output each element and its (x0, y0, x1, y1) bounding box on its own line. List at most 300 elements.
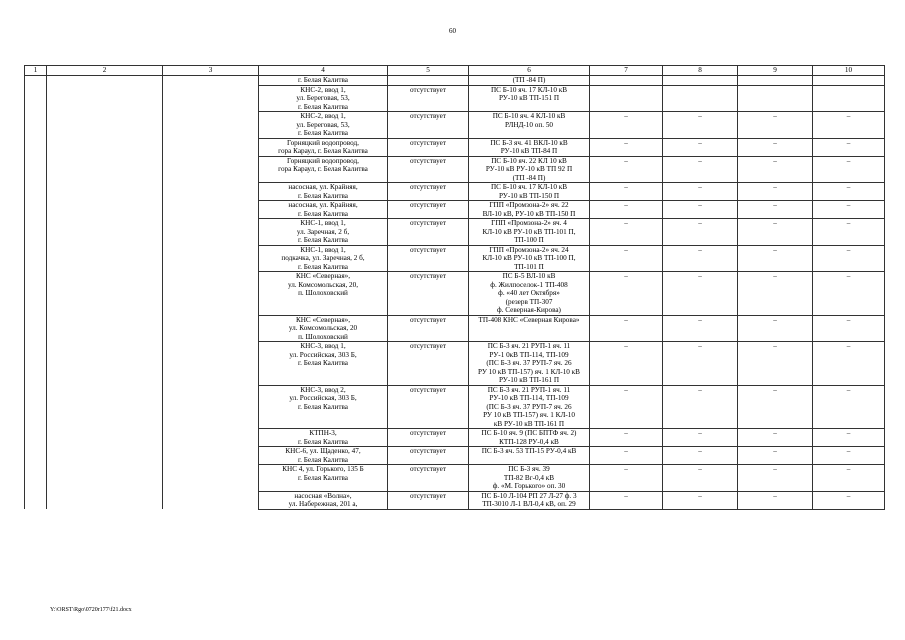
cell-line: отсутствует (410, 183, 446, 191)
value-cell: – (663, 112, 738, 139)
cell-line: насосная, ул. Крайняя, (288, 201, 358, 209)
empty-cell (25, 272, 47, 316)
empty-cell (47, 315, 163, 342)
status-cell (388, 85, 469, 112)
supply-cell (469, 85, 590, 112)
value-cell: – (590, 429, 663, 447)
empty-cell (25, 76, 47, 86)
status-cell (388, 491, 469, 509)
empty-cell (47, 429, 163, 447)
cell-line: РУ 10 кВ ТП-157) яч. 1 КЛ-10 (483, 411, 575, 419)
table-row (25, 465, 885, 492)
empty-cell (25, 112, 47, 139)
value-cell (590, 85, 663, 112)
empty-cell (47, 201, 163, 219)
status-cell (388, 342, 469, 386)
value-cell: – (738, 219, 813, 246)
cell-line: РУ-1 0кВ ТП-114, ТП-109 (489, 350, 569, 359)
empty-cell (25, 315, 47, 342)
value-cell: – (813, 219, 885, 246)
cell-line: КЛ-10 кВ РУ-10 кВ ТП-101 П, (482, 227, 576, 236)
table-row (25, 183, 885, 201)
empty-cell (163, 342, 259, 386)
value-cell: – (590, 342, 663, 386)
value-cell: – (813, 385, 885, 429)
empty-cell (163, 112, 259, 139)
value-cell: – (738, 245, 813, 272)
value-cell: – (813, 201, 885, 219)
cell-line: г. Белая Калитва (298, 102, 348, 111)
value-cell: – (663, 272, 738, 316)
cell-line: г. Белая Калитва (298, 455, 348, 464)
object-cell (259, 76, 388, 86)
status-cell (388, 245, 469, 272)
cell-line: ВЛ-10 кВ, РУ-10 кВ ТП-150 П (482, 209, 576, 218)
value-cell: – (813, 183, 885, 201)
object-cell (259, 201, 388, 219)
empty-cell (47, 219, 163, 246)
value-cell: – (738, 385, 813, 429)
object-cell (259, 342, 388, 386)
value-cell: – (663, 201, 738, 219)
value-cell: – (590, 315, 663, 342)
object-cell (259, 138, 388, 156)
cell-line: РУ-10 кВ ТП-114, ТП-109 (489, 394, 569, 402)
status-cell (388, 429, 469, 447)
column-header-row (25, 66, 885, 76)
status-cell (388, 447, 469, 465)
cell-line: Горняцкий водопровод, (287, 156, 359, 165)
supply-cell (469, 465, 590, 492)
empty-cell (25, 385, 47, 429)
value-cell: – (590, 447, 663, 465)
empty-cell (47, 245, 163, 272)
value-cell: – (590, 465, 663, 492)
cell-line: (резерв ТП-307 (505, 297, 553, 306)
cell-line: ф. Северная-Кирова) (497, 306, 561, 314)
cell-line: г. Белая Калитва (298, 359, 348, 367)
value-cell: – (663, 219, 738, 246)
cell-line: ГПП «Промзона-2» яч. 4 (491, 219, 567, 227)
supply-cell (469, 447, 590, 465)
cell-line: КЛ-10 кВ РУ-10 кВ ТП-100 П, (482, 254, 576, 262)
cell-line: РУ-10 кВ ТП-151 П (498, 94, 560, 102)
cell-line: отсутствует (410, 138, 446, 147)
supply-cell (469, 342, 590, 386)
cell-line: г. Белая Калитва (298, 209, 348, 218)
cell-line: ул. Набережная, 201 а, (288, 500, 358, 508)
empty-cell (47, 342, 163, 386)
cell-line: отсутствует (410, 112, 446, 120)
column-header: 1 (25, 66, 47, 76)
value-cell: – (738, 342, 813, 386)
cell-line: (ТП -84 П) (512, 76, 546, 84)
cell-line: ПС Б-10 яч. 4 КЛ-10 кВ (492, 112, 566, 120)
value-cell: – (590, 112, 663, 139)
table-row (25, 315, 885, 342)
cell-line: гора Караул, г. Белая Калитва (278, 147, 368, 155)
status-cell (388, 76, 469, 86)
table-row (25, 272, 885, 316)
object-cell (259, 465, 388, 492)
empty-cell (163, 315, 259, 342)
column-header: 9 (738, 66, 813, 76)
value-cell: – (738, 429, 813, 447)
empty-cell (25, 429, 47, 447)
empty-cell (47, 156, 163, 183)
cell-line: ул. Российская, 303 Б, (289, 350, 357, 359)
empty-cell (25, 156, 47, 183)
table-row (25, 447, 885, 465)
empty-cell (25, 201, 47, 219)
table-row (25, 491, 885, 509)
table-row (25, 429, 885, 447)
object-cell (259, 429, 388, 447)
cell-line: отсутствует (410, 465, 446, 473)
empty-cell (47, 85, 163, 112)
cell-line: КТПН-3, (309, 429, 337, 437)
cell-line: ПС Б-10 яч. 17 КЛ-10 кВ (490, 85, 568, 94)
cell-line: Горняцкий водопровод, (287, 138, 359, 147)
status-cell (388, 315, 469, 342)
cell-line: (ПС Б-3 яч. 37 РУП-7 яч. 26 (486, 402, 572, 411)
table-row (25, 156, 885, 183)
cell-line: г. Белая Калитва (298, 402, 348, 411)
supply-cell (469, 112, 590, 139)
object-cell (259, 156, 388, 183)
cell-line: КНС «Северная», (295, 315, 351, 324)
cell-line: ПС Б-5 ВЛ-10 кВ (502, 272, 556, 280)
empty-cell (47, 76, 163, 86)
value-cell: – (813, 245, 885, 272)
empty-cell (163, 385, 259, 429)
empty-cell (163, 76, 259, 86)
empty-cell (163, 465, 259, 492)
cell-line: КНС-1, ввод 1, (300, 219, 346, 227)
cell-line: КНС-3, ввод 1, (300, 342, 346, 350)
empty-cell (47, 112, 163, 139)
cell-line: ф. «М. Горького» оп. 30 (492, 482, 566, 490)
cell-line: ПС Б-10 Л-104 РП 27 Л-27 ф. 3 (481, 491, 577, 500)
column-header: 2 (47, 66, 163, 76)
empty-cell (25, 447, 47, 465)
empty-cell (25, 183, 47, 201)
cell-line: ул. Береговая, 53, (296, 94, 350, 102)
status-cell (388, 272, 469, 316)
status-cell (388, 156, 469, 183)
empty-cell (163, 447, 259, 465)
cell-line: КТП-128 РУ-0,4 кВ (499, 437, 559, 446)
value-cell: – (738, 183, 813, 201)
column-header: 5 (388, 66, 469, 76)
column-header: 7 (590, 66, 663, 76)
empty-cell (25, 219, 47, 246)
cell-line: подкачка, ул. Заречная, 2 б, (281, 254, 365, 262)
value-cell: – (738, 201, 813, 219)
cell-line: г. Белая Калитва (298, 236, 348, 244)
cell-line: насосная «Волна», (294, 491, 352, 500)
empty-cell (47, 272, 163, 316)
cell-line: РУ 10 кВ ТП-157) яч. 1 КЛ-10 кВ (478, 367, 580, 376)
cell-line: КНС-6, ул. Щаденко, 47, (285, 447, 361, 455)
empty-cell (163, 245, 259, 272)
value-cell: – (738, 447, 813, 465)
cell-line: ГПП «Промзона-2» яч. 22 (489, 201, 569, 209)
supply-cell (469, 245, 590, 272)
cell-line: ГПП «Промзона-2» яч. 24 (489, 245, 569, 254)
supply-cell (469, 156, 590, 183)
value-cell: – (738, 112, 813, 139)
cell-line: КНС-1, ввод 1, (300, 245, 346, 254)
value-cell: – (663, 429, 738, 447)
cell-line: насосная, ул. Крайняя, (288, 183, 358, 191)
object-cell (259, 219, 388, 246)
cell-line: (ТП -84 П) (512, 173, 546, 182)
cell-line: отсутствует (410, 342, 446, 350)
empty-cell (25, 465, 47, 492)
cell-line: РУ-10 кВ ТП-161 П (498, 376, 560, 384)
value-cell (590, 76, 663, 86)
table-body (25, 76, 885, 510)
column-header: 6 (469, 66, 590, 76)
value-cell: – (590, 156, 663, 183)
cell-line: г. Белая Калитва (298, 262, 348, 271)
value-cell (813, 85, 885, 112)
supply-cell (469, 219, 590, 246)
column-header: 10 (813, 66, 885, 76)
object-cell (259, 245, 388, 272)
cell-line: ул. Береговая, 53, (296, 120, 350, 129)
value-cell (663, 76, 738, 86)
supply-cell (469, 315, 590, 342)
cell-line: отсутствует (410, 315, 446, 324)
value-cell: – (738, 272, 813, 316)
table-row (25, 112, 885, 139)
value-cell: – (738, 138, 813, 156)
cell-line: ПС Б-3 яч. 21 РУП-1 яч. 11 (487, 342, 571, 350)
value-cell: – (663, 138, 738, 156)
cell-line: (ПС Б-3 яч. 37 РУП-7 яч. 26 (486, 359, 572, 367)
object-cell (259, 112, 388, 139)
status-cell (388, 112, 469, 139)
cell-line: РУ-10 кВ ТП-84 П (500, 147, 558, 155)
infrastructure-table (24, 65, 885, 510)
empty-cell (25, 342, 47, 386)
supply-cell (469, 76, 590, 86)
supply-cell (469, 201, 590, 219)
supply-cell (469, 272, 590, 316)
table-row (25, 85, 885, 112)
cell-line: гора Караул, г. Белая Калитва (278, 165, 368, 173)
value-cell: – (590, 385, 663, 429)
empty-cell (163, 201, 259, 219)
empty-cell (47, 183, 163, 201)
empty-cell (25, 138, 47, 156)
cell-line: отсутствует (410, 385, 446, 394)
value-cell (738, 76, 813, 86)
value-cell (813, 76, 885, 86)
cell-line: ф. «40 лет Октября» (498, 289, 560, 297)
value-cell: – (590, 201, 663, 219)
cell-line: ф. Жилпоселок-1 ТП-408 (490, 280, 568, 289)
cell-line: ул. Комсомольская, 20, (287, 280, 359, 289)
value-cell (738, 85, 813, 112)
status-cell (388, 219, 469, 246)
object-cell (259, 491, 388, 509)
object-cell (259, 272, 388, 316)
column-header: 8 (663, 66, 738, 76)
value-cell: – (590, 245, 663, 272)
status-cell (388, 138, 469, 156)
empty-cell (47, 491, 163, 509)
cell-line: отсутствует (410, 245, 446, 254)
value-cell: – (738, 315, 813, 342)
cell-line: КНС-2, ввод 1, (300, 112, 346, 120)
value-cell: – (813, 272, 885, 316)
empty-cell (163, 272, 259, 316)
value-cell: – (590, 183, 663, 201)
empty-cell (163, 429, 259, 447)
supply-cell (469, 385, 590, 429)
empty-cell (163, 138, 259, 156)
empty-cell (47, 465, 163, 492)
value-cell: – (738, 156, 813, 183)
object-cell (259, 447, 388, 465)
empty-cell (25, 491, 47, 509)
cell-line: г. Белая Калитва (298, 129, 348, 137)
cell-line: ПС Б-3 яч. 41 ВКЛ-10 кВ (490, 138, 568, 147)
cell-line: ПС Б-10 яч. 22 КЛ 10 кВ (491, 156, 567, 165)
value-cell: – (663, 183, 738, 201)
cell-line: отсутствует (410, 447, 446, 455)
value-cell: – (813, 112, 885, 139)
value-cell: – (590, 272, 663, 316)
table-row (25, 342, 885, 386)
value-cell: – (663, 385, 738, 429)
supply-cell (469, 138, 590, 156)
cell-line: ТП-82 Вг-0,4 кВ (503, 473, 555, 482)
supply-cell (469, 429, 590, 447)
footer-file-path: Y:\ORST\Rgo\0720r177\f21.docx (50, 607, 132, 613)
cell-line: отсутствует (410, 429, 446, 437)
column-header: 3 (163, 66, 259, 76)
page-number: 60 (449, 27, 456, 35)
value-cell: – (663, 491, 738, 509)
cell-line: г. Белая Калитва (298, 437, 348, 446)
value-cell: – (663, 156, 738, 183)
cell-line: кВ РУ-10 кВ ТП-161 П (493, 419, 565, 428)
value-cell: – (663, 315, 738, 342)
cell-line: г. Белая Калитва (298, 473, 348, 482)
empty-cell (163, 219, 259, 246)
cell-line: отсутствует (410, 156, 446, 165)
cell-line: отсутствует (410, 85, 446, 94)
cell-line: ПС Б-3 яч. 53 ТП-15 РУ-0,4 кВ (481, 447, 577, 455)
cell-line: п. Шолоховский (298, 289, 348, 297)
cell-line: РЛНД-10 оп. 50 (504, 120, 554, 129)
cell-line: отсутствует (410, 272, 446, 280)
cell-line: КНС-2, ввод 1, (300, 85, 346, 94)
value-cell: – (813, 138, 885, 156)
table-row (25, 76, 885, 86)
cell-line: ПС Б-3 яч. 39 (508, 465, 550, 473)
supply-cell (469, 491, 590, 509)
value-cell: – (738, 491, 813, 509)
cell-line: п. Шолоховский (298, 332, 348, 341)
value-cell: – (590, 491, 663, 509)
cell-line: КНС-3, ввод 2, (300, 385, 346, 394)
supply-cell (469, 183, 590, 201)
cell-line: ПС Б-3 яч. 21 РУП-1 яч. 11 (487, 385, 571, 394)
empty-cell (47, 138, 163, 156)
table-row (25, 245, 885, 272)
cell-line: РУ-10 кВ ТП-150 П (498, 191, 560, 200)
status-cell (388, 183, 469, 201)
value-cell: – (590, 138, 663, 156)
cell-line: ул. Комсомольская, 20 (288, 324, 358, 332)
cell-line: ТП-408 КНС «Северная Кирова» (478, 315, 580, 324)
cell-line: отсутствует (410, 219, 446, 227)
cell-line: г. Белая Калитва (298, 191, 348, 200)
cell-line: ТП-3010 Л-1 ВЛ-0,4 кВ, оп. 29 (482, 500, 576, 508)
empty-cell (163, 491, 259, 509)
empty-cell (163, 156, 259, 183)
cell-line: отсутствует (410, 201, 446, 209)
cell-line: КНС «Северная», (295, 272, 351, 280)
empty-cell (25, 245, 47, 272)
object-cell (259, 183, 388, 201)
cell-line: г. Белая Калитва (298, 76, 348, 84)
value-cell: – (813, 315, 885, 342)
object-cell (259, 85, 388, 112)
cell-line: отсутствует (410, 491, 446, 500)
cell-line: ТП-101 П (514, 262, 544, 271)
value-cell: – (663, 342, 738, 386)
value-cell: – (738, 465, 813, 492)
value-cell: – (663, 245, 738, 272)
value-cell: – (813, 342, 885, 386)
empty-cell (163, 183, 259, 201)
empty-cell (47, 447, 163, 465)
table-row (25, 219, 885, 246)
value-cell: – (813, 447, 885, 465)
table-row (25, 138, 885, 156)
value-cell: – (663, 465, 738, 492)
value-cell: – (590, 219, 663, 246)
status-cell (388, 385, 469, 429)
value-cell: – (813, 156, 885, 183)
value-cell: – (813, 491, 885, 509)
empty-cell (47, 385, 163, 429)
cell-line: ПС Б-10 яч. 17 КЛ-10 кВ (490, 183, 568, 191)
value-cell: – (813, 465, 885, 492)
cell-line: ул. Российская, 303 Б, (289, 394, 357, 402)
cell-line: ТП-100 П (514, 236, 544, 244)
value-cell: – (813, 429, 885, 447)
status-cell (388, 465, 469, 492)
empty-cell (163, 85, 259, 112)
cell-line: РУ-10 кВ РУ-10 кВ ТП 92 П (485, 165, 573, 173)
column-header: 4 (259, 66, 388, 76)
table-row (25, 385, 885, 429)
cell-line: ул. Заречная, 2 б, (296, 227, 350, 236)
table-row (25, 201, 885, 219)
object-cell (259, 315, 388, 342)
cell-line: КНС 4, ул. Горького, 135 Б (282, 465, 364, 473)
cell-line: ПС Б-10 яч. 9 (ПС БПТФ яч. 2) (481, 429, 577, 437)
value-cell: – (663, 447, 738, 465)
object-cell (259, 385, 388, 429)
